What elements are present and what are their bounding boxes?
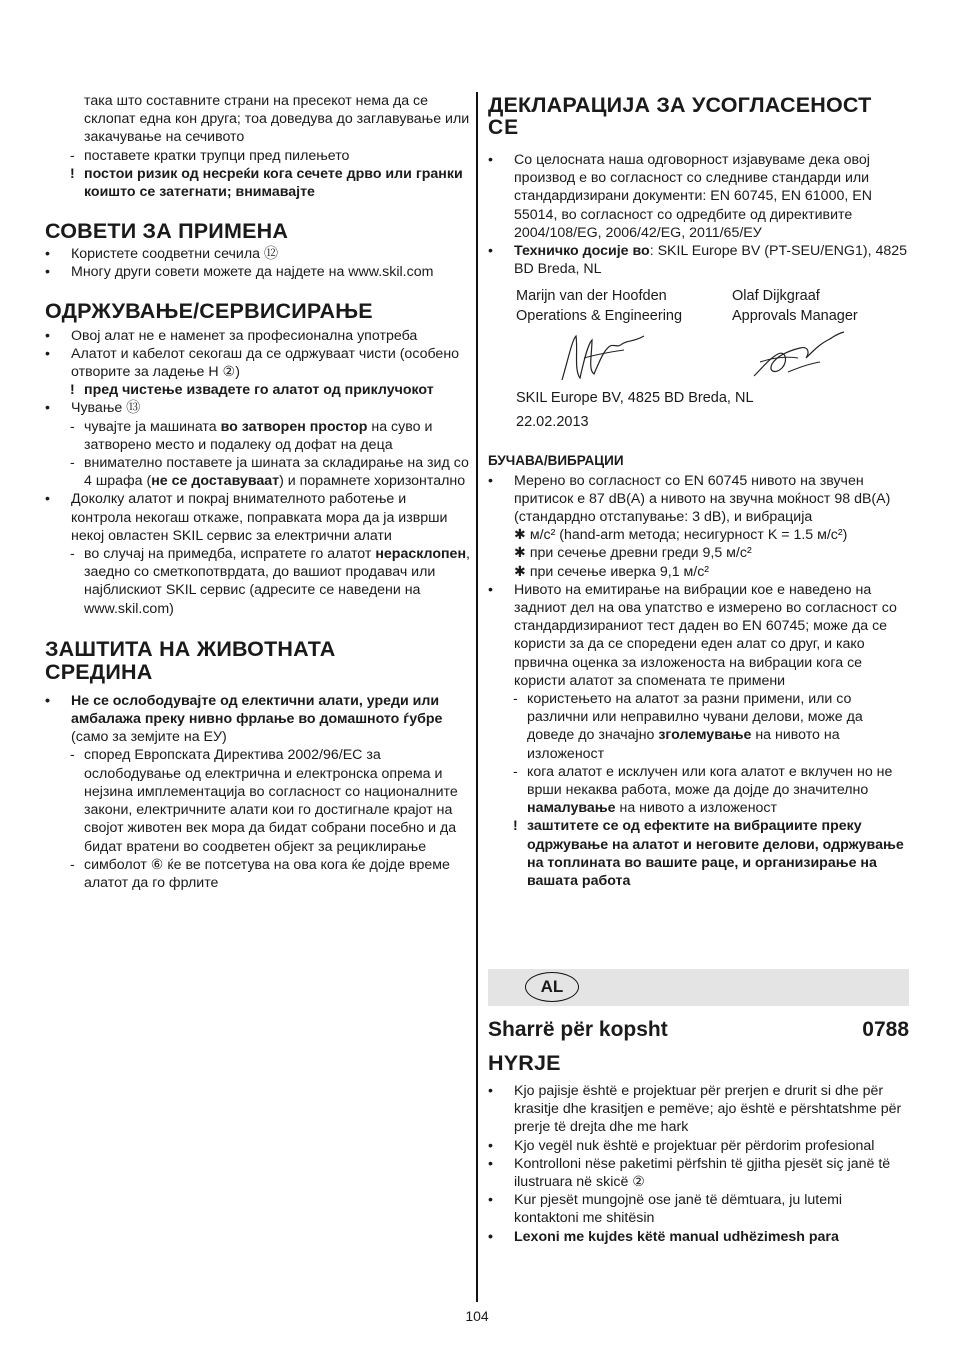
noise-sub-item: - кога алатот е исклучен или кога алатот е вклучен но не врши некаква работа, може да дојде до значително намалување на нивото а изложеност xyxy=(513,763,893,817)
noise-heading: БУЧАВА/ВИБРАЦИИ xyxy=(488,453,624,469)
vibration-line: ✱ при сечење древни греди 9,5 м/с² xyxy=(514,545,752,562)
declaration-item: • Со целосната наша одговорност изјавуваме дека овој производ е во согласност со следниве стандарди или стандардизирани документи: EN 60745, EN 61000, EN 55014, во согласност со одредбите од директивите 2004/108/EG, 2006/42/EG, 2011/65/ЕУ xyxy=(488,152,872,241)
maintenance-warning: ! пред чистење извадете го алатот од приклучокот xyxy=(70,382,434,399)
noise-warning: ! заштитете се од ефектите на вибрациите преку одржување на алатот и неговите делови, одржување на топлината во вашите раце, и организирање на вашата работа xyxy=(513,818,904,890)
maintenance-heading: ОДРЖУВАЊЕ/СЕРВИСИРАЊЕ xyxy=(45,298,373,323)
signatures xyxy=(516,326,910,386)
page-number: 104 xyxy=(465,1308,489,1324)
maintenance-item: • Алатот и кабелот секогаш да се одржуваат чисти (особено отворите за ладење H ②) xyxy=(45,345,460,381)
right-column xyxy=(488,92,910,890)
signatory-name: Olaf Dijkgraaf xyxy=(732,288,820,305)
language-badge: AL xyxy=(525,972,579,1002)
maintenance-sub-item: - во случај на примедба, испратете го алатот нерасклопен, заедно со сметкопотврдата, до вашиот продавач или најблискиот SKIL сервис (адресите се наведени на www.skil.com) xyxy=(70,546,470,617)
hyrje-item: • Kontrolloni nëse paketimi përfshin të gjitha pjesët siç janë të ilustruara në skicë ② xyxy=(488,1155,891,1191)
signatories xyxy=(516,286,910,326)
maintenance-item: • Овој алат не е наменет за професионална употреба xyxy=(45,327,418,344)
signatory-name: Marijn van der Hoofden xyxy=(516,288,667,305)
column-divider xyxy=(476,92,478,1302)
declaration-item: • Техничко досије во: SKIL Europe BV (PT-SEU/ENG1), 4825 BD Breda, NL xyxy=(488,243,908,278)
hyrje-heading: HYRJE xyxy=(488,1051,561,1075)
noise-item: • Нивото на емитирање на вибрации кое е наведено на задниот дел на ова упатство е измерено во согласност со стандардизираниот тест даден во EN 60745; може да се користи за да се споредени еден алат со друг, и како првична оценка за изложеноста на вибрации кога се користи алатот за спомената тe примени xyxy=(488,581,897,689)
signatory-role: Approvals Manager xyxy=(732,308,858,325)
environment-heading: ЗАШТИТА НА ЖИВОТНАТА СРЕДИНА xyxy=(45,636,336,684)
environment-item: • Не се ослободувајте од електични алати, уреди или амбалажа преку нивно фрлање во домашното ѓубре (само за земјите на ЕУ) xyxy=(45,692,443,746)
signature-icon xyxy=(748,328,848,386)
intro-warning: ! постои ризик од несреќи кога сечете дрво или гранки коишто се затегнати; внимавајте xyxy=(70,165,463,201)
maintenance-sub-item: - чувајте ја машината во затворен простор на суво и затворено место и подалеку од дофат на деца xyxy=(70,418,433,453)
maintenance-item: • Чување ⑬ xyxy=(45,400,141,417)
model-number: 0788 xyxy=(862,1018,909,1041)
maintenance-sub-item: - внимателно поставете ја шината за складирање на зид со 4 шрафа (не се доставуваат) и порамнете хоризонтално xyxy=(70,455,469,490)
declaration-date: 22.02.2013 xyxy=(516,414,589,431)
environment-sub-item: - според Европската Директива 2002/96/EC за ослободување од електрична и електронска опрема и нејзина имплементација во согласност со националните закони, електричните алати кои го достигнале крајот на својот животен век мора да бидат собрани посебно и да бидат вратени во соодветен објект за рециклирање xyxy=(70,747,458,855)
language-bar xyxy=(488,969,909,1006)
hyrje-item: • Kjo pajisje është e projektuar për prerjen e drurit si dhe për krasitje dhe krasitjen e pemëve; ajo është e përshtatshme për prerje të drejta dhe me hark xyxy=(488,1083,902,1136)
maintenance-item: • Доколку алатот и покрај внимателното работење и контрола некогаш откаже, поправката мора да ја изврши некој овластен SKIL сервис за електрични алати xyxy=(45,491,448,544)
left-column xyxy=(45,92,470,892)
hyrje-section xyxy=(488,1052,908,1246)
ce-mark-icon: CE xyxy=(488,116,520,139)
vibration-line: ✱ м/с² (hand-arm метода; несигурност K = 1.5 м/с²) xyxy=(514,527,848,544)
intro-continuation: така што составните страни на пресекот нема да се склопат една кон друга; тоа доведува до заглавување или закачување на сечивото xyxy=(84,93,470,146)
tips-item: • Многу други совети можете да најдете на www.skil.com xyxy=(45,264,434,281)
intro-sub-item: - поставете кратки трупци пред пилењето xyxy=(70,147,350,164)
environment-sub-item: - симболот ⑥ ќе ве потсетува на ова кога ќе дојде време алатот да го фрлите xyxy=(70,856,450,891)
noise-item: • Мерено во согласност со EN 60745 нивото на звучен притисок е 87 dB(A) а нивото на звучна моќност 98 dB(A) (стандардно отстапување: 3 dB), и вибрација xyxy=(488,472,891,526)
vibration-line: ✱ при сечење иверка 9,1 м/с² xyxy=(514,563,710,580)
signatory-role: Operations & Engineering xyxy=(516,308,683,325)
company-address: SKIL Europe BV, 4825 BD Breda, NL xyxy=(516,390,754,407)
hyrje-item: • Kur pjesët mungojnë ose janë të dëmtuara, ju lutemi kontaktoni me shitësin xyxy=(488,1192,843,1227)
noise-sub-item: - користењето на алатот за разни примени, или со различни или неправилно чувани делови, може да доведе до значајно зголемување на нивото на изложеност xyxy=(513,691,863,762)
product-name: Sharrë për kopsht xyxy=(488,1018,668,1041)
declaration-heading: ДЕКЛАРАЦИЈА ЗА УСОГЛАСЕНОСТ xyxy=(488,93,872,117)
hyrje-item: • Lexoni me kujdes këtë manual udhëzimesh para xyxy=(488,1228,839,1245)
signature-icon xyxy=(558,330,648,388)
tips-item: • Користете соодветни сечила ⑫ xyxy=(45,246,279,263)
product-title-row xyxy=(488,1018,909,1042)
tips-heading: СОВЕТИ ЗА ПРИМЕНА xyxy=(45,219,289,244)
hyrje-item: • Kjo vegël nuk është e projektuar për përdorim profesional xyxy=(488,1137,875,1154)
